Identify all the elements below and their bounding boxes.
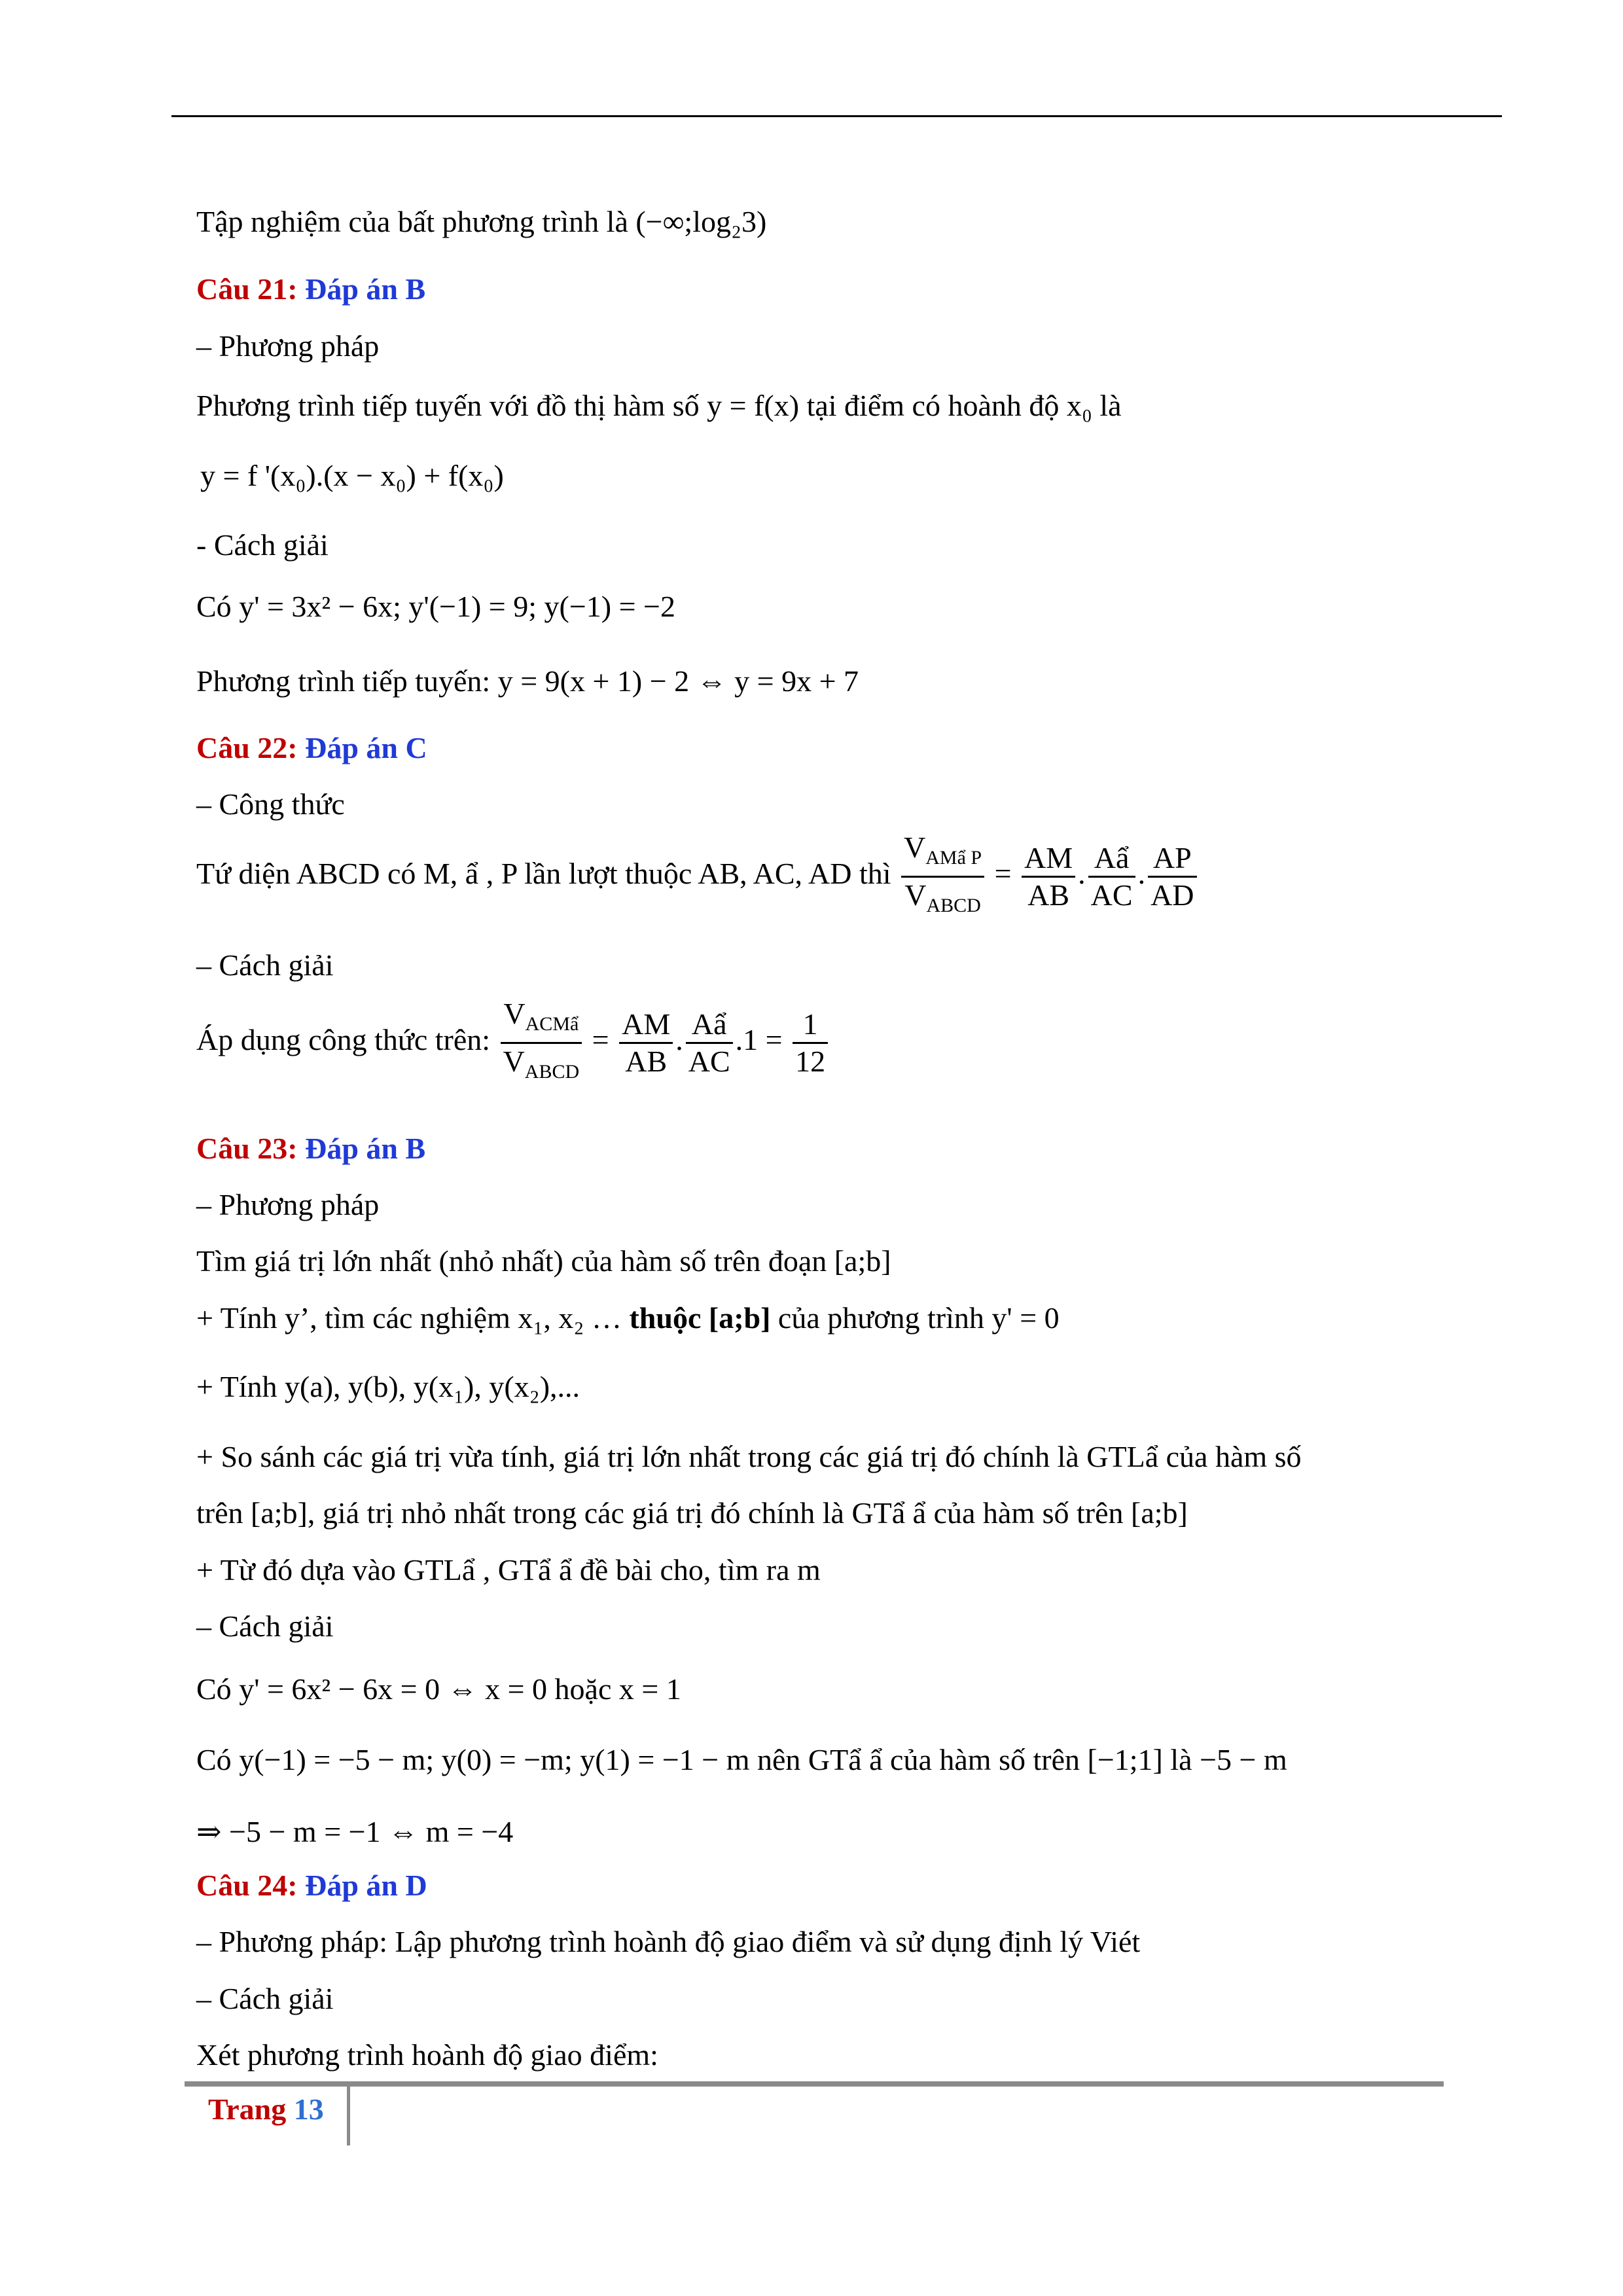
math: (−∞;log₂3) bbox=[635, 205, 767, 238]
numerator: Aẩ bbox=[1088, 840, 1135, 878]
math: y' = 3x² − 6x; y'(−1) = 9; y(−1) = −2 bbox=[239, 590, 675, 623]
q21-text bbox=[196, 387, 1122, 425]
ratio-ap-ad bbox=[1148, 840, 1196, 913]
math: y' = 0 bbox=[991, 1301, 1060, 1335]
page-value: 13 bbox=[293, 2092, 324, 2126]
result-fraction bbox=[793, 1007, 828, 1079]
answer-label: Đáp án C bbox=[305, 731, 427, 764]
method-label: – Phương pháp bbox=[196, 1188, 380, 1221]
math: x = 1 bbox=[618, 1672, 681, 1706]
denominator-sub: ABCD bbox=[926, 895, 981, 916]
solution-label: – Cách giải bbox=[196, 1982, 334, 2015]
solution-step: Xét phương trình hoành độ giao điểm: bbox=[196, 2038, 658, 2072]
numerator-sub: AMẩ P bbox=[925, 847, 982, 869]
footer-divider bbox=[347, 2087, 350, 2145]
numerator: AM bbox=[1022, 840, 1075, 878]
q21-derivative bbox=[196, 588, 675, 626]
question-24-heading bbox=[196, 1867, 427, 1905]
solution-result: ⇒ −5 − m = −1 ⇔ m = −4 bbox=[196, 1815, 514, 1848]
question-number: Câu 21: bbox=[196, 272, 298, 306]
q22-volume-formula: Tứ diện ABCD có M, ẩ , P lần lượt thuộc AB, AC, AD thì $\frac{V_{AMẩ P}}{V_{ABCD}}$ = $\frac{AM}{AB}$ . $\frac{\text{Aẩ}}{AC}$ . $\frac{AP}{AD}$ bbox=[196, 830, 1200, 924]
header-rule bbox=[171, 115, 1502, 117]
text: Có bbox=[196, 1743, 240, 1776]
question-number: Câu 22: bbox=[196, 731, 298, 764]
numerator: 1 bbox=[793, 1007, 828, 1044]
text: Tứ diện ABCD có M, ẩ , P lần lượt thuộc AB, AC, AD thì bbox=[196, 857, 899, 891]
question-number: Câu 23: bbox=[196, 1132, 298, 1165]
method-step bbox=[196, 1368, 580, 1406]
numerator: AP bbox=[1148, 840, 1196, 878]
denominator: AC bbox=[1090, 878, 1133, 912]
formula-label: – Công thức bbox=[196, 787, 345, 821]
text: là bbox=[1162, 1743, 1200, 1776]
denominator: AC bbox=[688, 1045, 730, 1078]
question-22-heading bbox=[196, 729, 427, 767]
text: Phương trình tiếp tuyến với đồ thị hàm số bbox=[196, 389, 707, 422]
math: x₁, x₂ … bbox=[518, 1301, 622, 1335]
method-step: trên [a;b], giá trị nhỏ nhất trong các giá trị đó chính là GTẩ ẩ của hàm số trên [a;b] bbox=[196, 1496, 1188, 1530]
question-23-heading bbox=[196, 1130, 425, 1168]
numerator: Aẩ bbox=[686, 1007, 733, 1044]
question-21-heading bbox=[196, 270, 425, 308]
footer-rule bbox=[185, 2081, 1444, 2087]
ratio-an-ac bbox=[686, 1007, 733, 1079]
q21-tangent bbox=[196, 662, 859, 700]
numerator: V bbox=[904, 831, 926, 864]
solution-step bbox=[196, 1670, 681, 1708]
numerator: AM bbox=[619, 1007, 673, 1044]
ratio-an-ac bbox=[1088, 840, 1135, 913]
volume-ratio bbox=[501, 996, 582, 1090]
text: hoặc bbox=[547, 1672, 619, 1706]
numerator: V bbox=[503, 997, 526, 1030]
text: Phương trình tiếp tuyến: bbox=[196, 664, 498, 698]
page-label: Trang bbox=[208, 2092, 287, 2126]
page-number bbox=[208, 2092, 324, 2126]
method-label: – Phương pháp bbox=[196, 329, 380, 363]
text: + Tính y’, tìm các nghiệm bbox=[196, 1301, 518, 1335]
denominator: AB bbox=[625, 1045, 668, 1078]
math: y(−1) = −5 − m; y(0) = −m; y(1) = −1 − m bbox=[239, 1743, 750, 1776]
math: y(a), y(b), y(x₁), y(x₂),... bbox=[285, 1370, 580, 1403]
denominator: V bbox=[503, 1045, 525, 1078]
method-label: – Phương pháp: Lập phương trình hoành độ giao điểm và sử dụng định lý Viét bbox=[196, 1925, 1141, 1958]
method-step bbox=[196, 1299, 1060, 1337]
text: Áp dụng công thức trên: bbox=[196, 1023, 498, 1057]
q22-apply: Áp dụng công thức trên: $\frac{V_{ACMẩ}}{V_{ABCD}}$ = $\frac{AM}{AB}$ . $\frac{\text{Aẩ}}{AC}$ .1 = $\frac{1}{12}$ bbox=[196, 996, 830, 1090]
solution-label: – Cách giải bbox=[196, 948, 334, 982]
text: + Tính bbox=[196, 1370, 285, 1403]
math: y = f(x) bbox=[707, 389, 800, 422]
bold-text: thuộc [a;b] bbox=[621, 1301, 771, 1335]
math: y' = 6x² − 6x = 0 ⇔ x = 0 bbox=[239, 1672, 548, 1706]
answer-label: Đáp án D bbox=[305, 1869, 427, 1902]
method-step: + Từ đó dựa vào GTLẩ , GTẩ ẩ đề bài cho, tìm ra m bbox=[196, 1553, 821, 1587]
text: Có bbox=[196, 590, 240, 623]
tangent-formula: y = f '(x₀).(x − x₀) + f(x₀) bbox=[200, 459, 504, 492]
answer-label: Đáp án B bbox=[305, 272, 426, 306]
solution-label: - Cách giải bbox=[196, 528, 329, 562]
denominator: AB bbox=[1027, 878, 1070, 912]
solution-step bbox=[196, 1741, 1287, 1779]
math: [−1;1] bbox=[1087, 1743, 1163, 1776]
text: Có bbox=[196, 1672, 240, 1706]
denominator: AD bbox=[1150, 878, 1194, 912]
denominator: V bbox=[904, 878, 927, 912]
solution-set-line bbox=[196, 203, 766, 241]
denominator: 12 bbox=[795, 1045, 826, 1078]
answer-label: Đáp án B bbox=[305, 1132, 426, 1165]
text: Tập nghiệm của bất phương trình là bbox=[196, 205, 636, 238]
text: của phương trình bbox=[770, 1301, 992, 1335]
question-number: Câu 24: bbox=[196, 1869, 298, 1902]
math: y = 9(x + 1) − 2 ⇔ y = 9x + 7 bbox=[497, 664, 859, 698]
method-step: + So sánh các giá trị vừa tính, giá trị lớn nhất trong các giá trị đó chính là GTLẩ của hàm số bbox=[196, 1440, 1302, 1473]
volume-ratio bbox=[901, 830, 984, 924]
text: tại điểm có hoành độ x₀ là bbox=[799, 389, 1122, 422]
denominator-sub: ABCD bbox=[524, 1061, 580, 1083]
math: −5 − m bbox=[1200, 1743, 1287, 1776]
solution-label: – Cách giải bbox=[196, 1609, 334, 1643]
text: nên GTẩ ẩ của hàm số trên bbox=[749, 1743, 1088, 1776]
numerator-sub: ACMẩ bbox=[525, 1013, 579, 1035]
ratio-am-ab bbox=[1022, 840, 1075, 913]
ratio-am-ab bbox=[619, 1007, 673, 1079]
method-step: Tìm giá trị lớn nhất (nhỏ nhất) của hàm số trên đoạn [a;b] bbox=[196, 1244, 891, 1278]
